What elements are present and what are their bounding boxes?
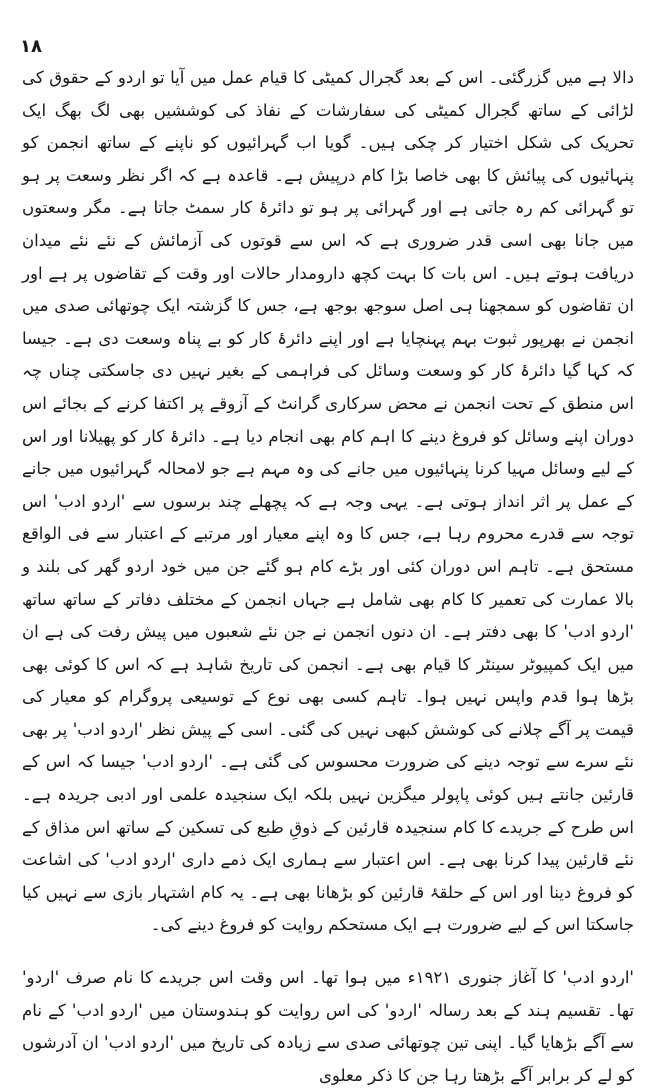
page-body bbox=[22, 62, 634, 1092]
paragraph-2: 'اردو ادب' کا آغاز جنوری ۱۹۲۱ء میں ہوا تھا۔ اس وقت اس جریدے کا نام صرف 'اردو' تھا۔ تقسیم ہند کے بعد رسالہ 'اردو' کی اس روایت کو ہندوستان میں 'اردو ادب' کے نام سے آگے بڑھایا گیا۔ اپنی تین چوتھائی صدی سے زیادہ کی تاریخ میں 'اردو ادب' ان آدرشوں کو لے کر برابر آگے بڑھتا رہا جن کا ذکر معلوی bbox=[22, 968, 634, 1085]
paragraph-1: دالا ہے میں گزرگئی۔ اس کے بعد گجرال کمیٹی کا قیام عمل میں آیا تو اردو کے حقوق کی لڑائی کے ساتھ گجرال کمیٹی کی سفارشات کے نفاذ کی کوششیں بھی لگ بھگ ایک تحریک کی شکل اختیار کر چکی ہیں۔ گویا اب گہرائیوں کو ناپنے کے ساتھ انجمن کو پنہائیوں کی پیائش کا بھی خاصا بڑا کام درپیش ہے۔ قاعدہ ہے کہ اگر نظر وسعت پر ہو تو گہرائی کم رہ جاتی ہے اور گہرائی پر ہو تو دائرۂ کار سمٹ جاتا ہے۔ مگر وسعتوں میں جانا بھی اسی قدر ضروری ہے کہ اس سے قوتوں کی آزمائش کے نئے نئے میدان دریافت ہوتے ہیں۔ اس بات کا بہت کچھ دارومدار حالات اور وقت کے تقاضوں پر ہے اور ان تقاضوں کو سمجھنا ہی اصل سوجھ بوجھ ہے، جس کا گزشتہ ایک چوتھائی صدی میں انجمن نے بھرپور ثبوت بہم پہنچایا ہے اور اپنے دائرۂ کار کو بے پناہ وسعت دی ہے۔ جیسا کہ کہا گیا دائرۂ کار کو وسعت وسائل کی فراہمی کے بغیر نہیں دی جاسکتی چناں چہ اس منطق کے تحت انجمن نے محض سرکاری گرانٹ کے آزوقے پر اکتفا کرنے کے بجائے اس دوران اپنے وسائل کو فروغ دینے کا اہم کام بھی انجام دیا ہے۔ دائرۂ کار کو پھیلانا اور اس کے لیے وسائل مہیا کرنا پنہائیوں میں جانے کی وہ مہم ہے جو لامحالہ گہرائیوں میں جانے کے عمل پر اثر انداز ہوتی ہے۔ یہی وجہ ہے کہ پچھلے چند برسوں سے 'اردو ادب' اس توجہ سے قدرے محروم رہا ہے، جس کا وہ اپنے معیار اور مرتبے کے اعتبار سے فی الواقع مستحق ہے۔ تاہم اس دوران کئی اور بڑے کام ہو گئے جن میں خود اردو گھر کی بلند و بالا عمارت کی تعمیر کا کام بھی شامل ہے جہاں انجمن کے مختلف دفاتر کے ساتھ ساتھ 'اردو ادب' کا بھی دفتر ہے۔ ان دنوں انجمن نے جن نئے شعبوں میں پیش رفت کی ہے ان میں ایک کمپیوٹر سینٹر کا قیام بھی ہے۔ انجمن کی تاریخ شاہد ہے کہ اس کا کوئی بھی بڑھا ہوا قدم واپس نہیں ہوا۔ تاہم کسی بھی نوع کے توسیعی پروگرام کو معیار کی قیمت پر آگے چلانے کی کوشش کبھی نہیں کی گئی۔ اسی کے پیش نظر 'اردو ادب' پر بھی نئے سرے سے توجہ دینے کی ضرورت محسوس کی گئی ہے۔ 'اردو ادب' جیسا کہ اس کے قارئین جانتے ہیں کوئی پاپولر میگزین نہیں بلکہ ایک سنجیدہ علمی اور ادبی جریدہ ہے۔ اس طرح کے جریدے کا کام سنجیدہ قارئین کے ذوقِ طبع کی تسکین کے ساتھ اس مذاق کے نئے قارئین پیدا کرنا بھی ہے۔ اس اعتبار سے ہماری ایک ذمے داری 'اردو ادب' کی اشاعت کو فروغ دینا اور اس کے حلقۂ قارئین کو بڑھانا بھی ہے۔ یہ کام اشتہار بازی سے نہیں کیا جاسکتا اس کے لیے ضرورت ہے ایک مستحکم روایت کو فروغ دینے کی۔ bbox=[22, 68, 634, 935]
page-number: ۱۸ bbox=[20, 36, 42, 57]
